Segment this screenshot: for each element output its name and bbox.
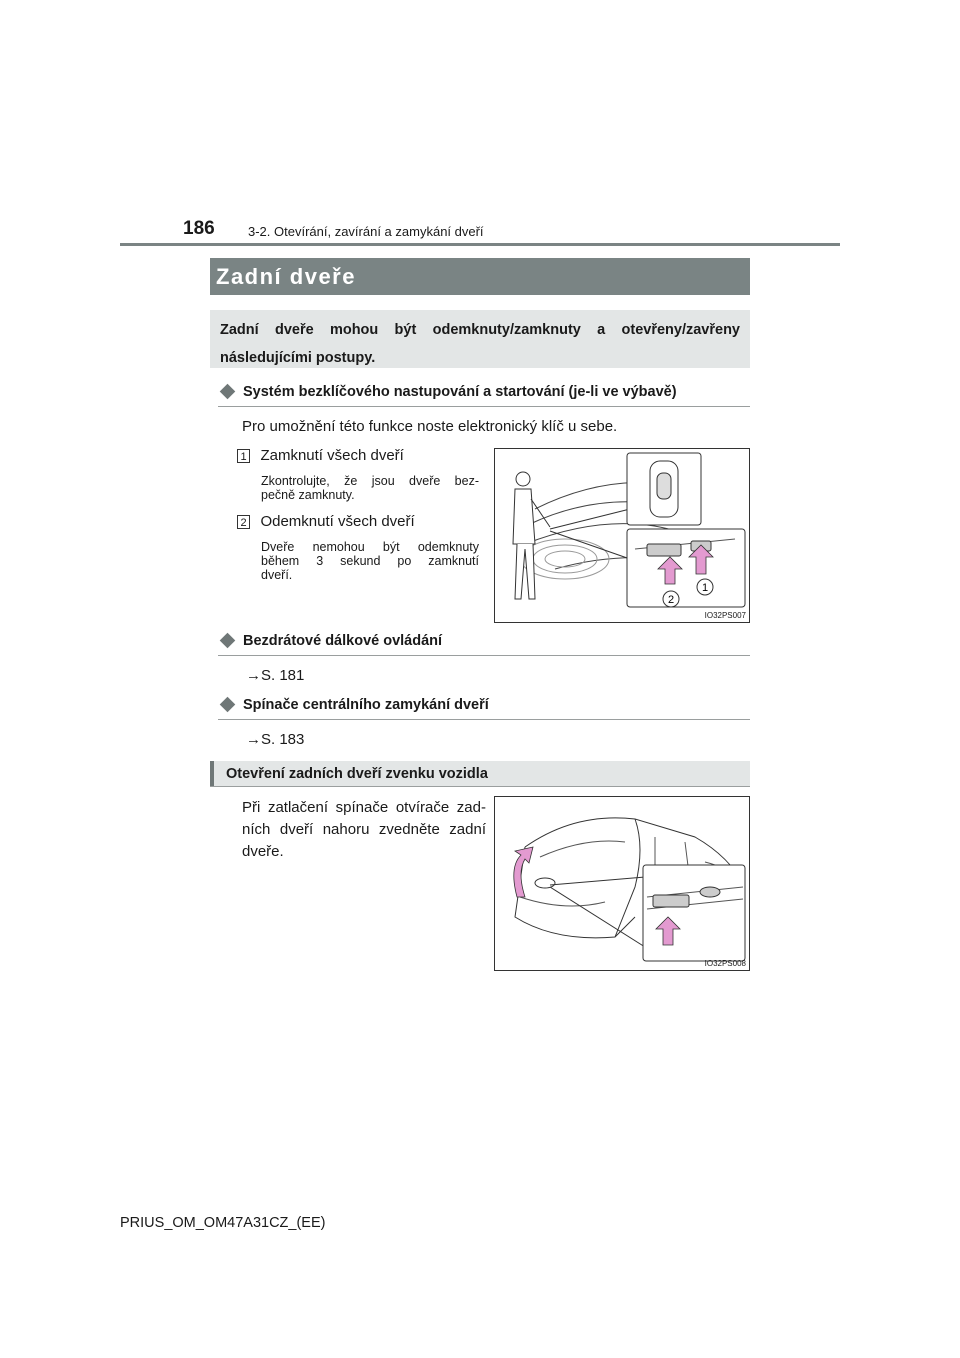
step-2-note-line: Dveře nemohou být odemknuty (261, 540, 479, 554)
step-2-note-line: dveří. (261, 568, 293, 582)
callout-1: 1 (701, 582, 709, 594)
central-ref-link[interactable]: →S. 183 (246, 731, 305, 748)
page-title: Zadní dveře (210, 258, 750, 295)
back-door-figure (494, 796, 750, 971)
step-1 (237, 447, 404, 465)
outside-heading: Otevření zadních dveří zvenku vozidla (210, 761, 750, 787)
remote-rule (218, 655, 750, 656)
callout-2: 2 (667, 594, 675, 606)
car-door-lock-illustration (495, 449, 749, 622)
central-rule (218, 719, 750, 720)
outside-text-line: ních dveří nahoru zvedněte zadní (242, 821, 486, 838)
keyless-rule (218, 406, 750, 407)
central-heading (218, 697, 489, 713)
step-1-note (261, 474, 479, 502)
intro-box (210, 310, 750, 368)
figure-id: IO32PS008 (704, 959, 746, 968)
page-number: 186 (183, 218, 215, 239)
step-1-number: 1 (237, 449, 250, 463)
step-1-label: Zamknutí všech dveří (260, 447, 404, 464)
keyless-figure (494, 448, 750, 623)
figure-id: IO32PS007 (704, 611, 746, 620)
step-2-number: 2 (237, 515, 250, 529)
footer-code: PRIUS_OM_OM47A31CZ_(EE) (120, 1215, 326, 1231)
section-header: 3-2. Otevírání, zavírání a zamykání dveří (248, 224, 484, 239)
keyless-heading-text: Systém bezklíčového nastupování a startování (je-li ve výbavě) (243, 384, 677, 400)
outside-text (242, 797, 486, 863)
outside-rule (210, 786, 750, 787)
keyless-text: Pro umožnění této funkce noste elektronický klíč u sebe. (242, 418, 618, 435)
diamond-bullet-icon (220, 633, 236, 649)
remote-heading (218, 633, 442, 649)
back-door-illustration (495, 797, 749, 970)
diamond-bullet-icon (220, 384, 236, 400)
outside-text-line: dveře. (242, 843, 284, 860)
step-2-note-line: během 3 sekund po zamknutí (261, 554, 479, 568)
remote-ref-link[interactable]: →S. 181 (246, 667, 305, 684)
step-1-note-line: pečně zamknuty. (261, 488, 355, 502)
diamond-bullet-icon (220, 697, 236, 713)
remote-heading-text: Bezdrátové dálkové ovládání (243, 633, 443, 649)
intro-line-2: následujícími postupy. (220, 350, 376, 366)
outside-text-line: Při zatlačení spínače otvírače zad- (242, 799, 486, 816)
step-2-note (261, 540, 479, 582)
central-heading-text: Spínače centrálního zamykání dveří (243, 697, 489, 713)
step-1-note-line: Zkontrolujte, že jsou dveře bez- (261, 474, 479, 488)
intro-line-1: Zadní dveře mohou být odemknuty/zamknuty a otevřeny/zavřeny (220, 322, 740, 338)
keyless-heading (218, 384, 677, 400)
header-rule (120, 243, 840, 246)
step-2-label: Odemknutí všech dveří (260, 513, 415, 530)
step-2 (237, 513, 415, 531)
